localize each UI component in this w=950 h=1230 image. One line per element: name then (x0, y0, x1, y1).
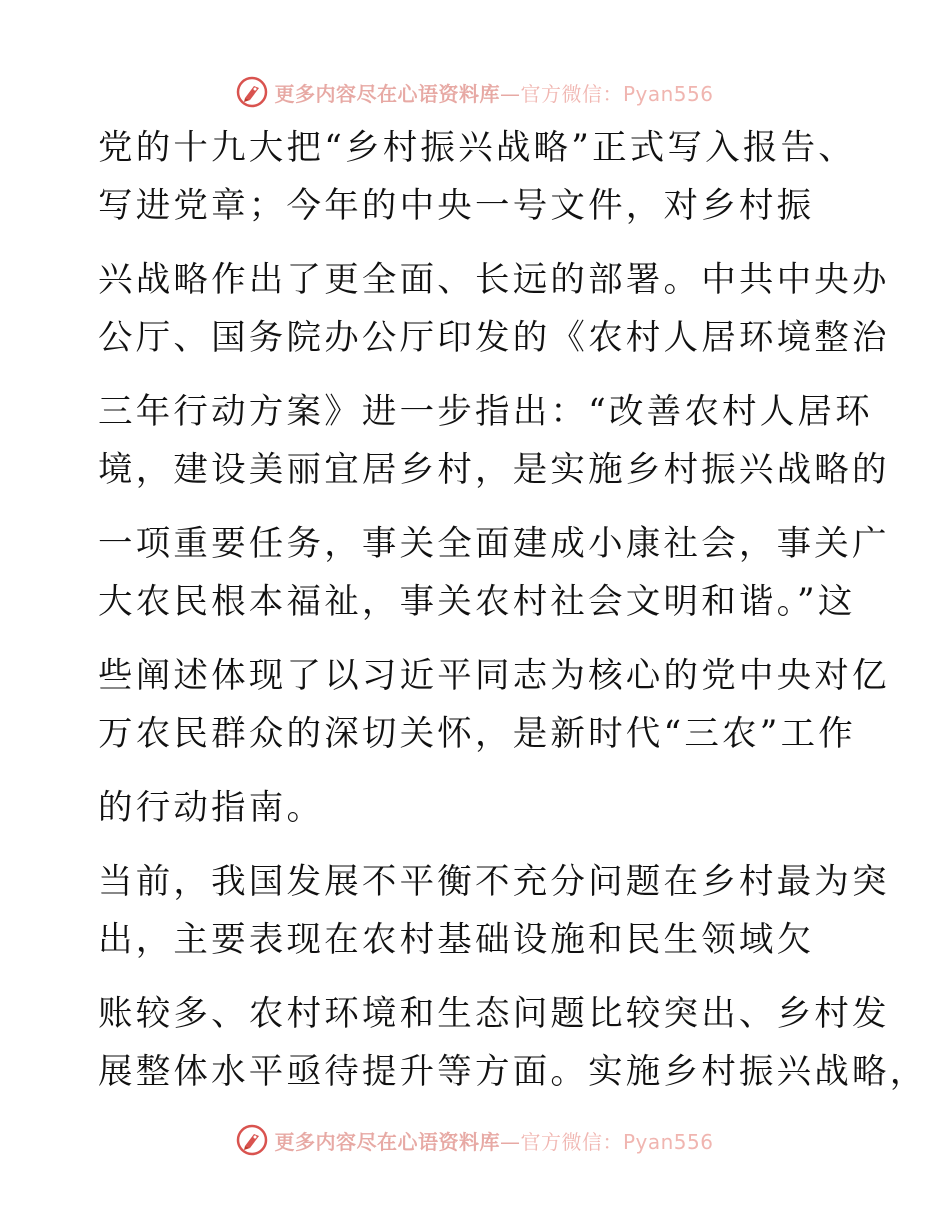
body-line-6: 境，建设美丽宜居乡村，是实施乡村振兴战略的 (98, 450, 890, 490)
pen-nib-logo-icon (236, 1124, 268, 1156)
body-line-1: 党的十九大把“乡村振兴战略”正式写入报告、 (98, 128, 856, 168)
body-line-9: 些阐述体现了以习近平同志为核心的党中央对亿 (98, 656, 890, 696)
body-line-13: 出，主要表现在农村基础设施和民生领域欠 (98, 920, 815, 960)
watermark-separator: — (499, 1129, 521, 1154)
body-line-15: 展整体水平亟待提升等方面。实施乡村振兴战略， (98, 1052, 928, 1092)
body-line-12: 当前，我国发展不平衡不充分问题在乡村最为突 (98, 862, 890, 902)
watermark-text (274, 78, 713, 107)
body-line-14: 账较多、农村环境和生态问题比较突出、乡村发 (98, 994, 890, 1034)
body-line-8: 大农民根本福祉，事关农村社会文明和谐。”这 (98, 582, 856, 622)
watermark-text (274, 1126, 713, 1155)
body-line-10: 万农民群众的深切关怀，是新时代“三农”工作 (98, 714, 856, 754)
body-line-7: 一项重要任务，事关全面建成小康社会，事关广 (98, 524, 890, 564)
watermark-separator: — (499, 81, 521, 106)
watermark-footer (0, 1120, 950, 1160)
pen-nib-logo-icon (236, 76, 268, 108)
watermark-header (0, 72, 950, 112)
watermark-contact-text: 官方微信：Pyan556 (520, 81, 714, 106)
body-line-5: 三年行动方案》进一步指出：“改善农村人居环 (98, 392, 873, 432)
watermark-main-text: 更多内容尽在心语资料库 (274, 81, 500, 106)
watermark-contact-text: 官方微信：Pyan556 (520, 1129, 714, 1154)
watermark-main-text: 更多内容尽在心语资料库 (274, 1129, 500, 1154)
body-line-3: 兴战略作出了更全面、长远的部署。中共中央办 (98, 260, 890, 300)
body-line-11: 的行动指南。 (98, 788, 325, 828)
body-line-2: 写进党章；今年的中央一号文件，对乡村振 (98, 186, 815, 226)
body-line-4: 公厅、国务院办公厅印发的《农村人居环境整治 (98, 318, 890, 358)
